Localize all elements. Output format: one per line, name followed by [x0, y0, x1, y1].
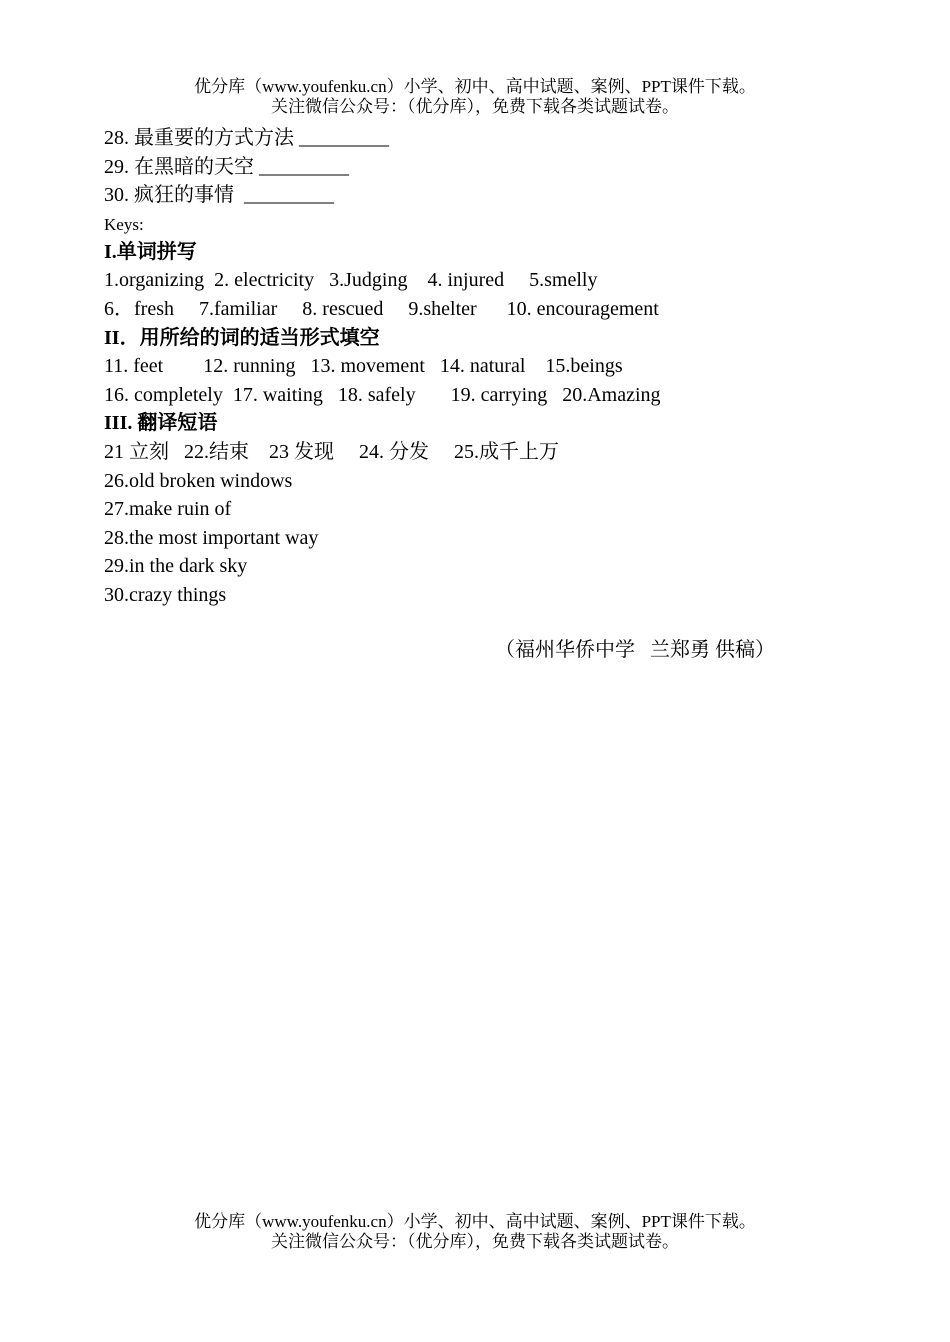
section-1-row-1: 1.organizing 2. electricity 3.Judging 4. injured 5.smelly — [104, 269, 598, 292]
answer-29: 29.in the dark sky — [104, 555, 248, 578]
document-body — [104, 124, 864, 610]
keys-label: Keys: — [104, 214, 144, 234]
section-1-row-2: 6．fresh 7.familiar 8. rescued 9.shelter 10. encouragement — [104, 297, 659, 320]
answer-30: 30.crazy things — [104, 583, 227, 606]
answer-28: 28.the most important way — [104, 526, 319, 549]
author-credit: （福州华侨中学 兰郑勇 供稿） — [495, 639, 775, 661]
question-30: 30. 疯狂的事情 _________ — [104, 184, 334, 207]
answer-26: 26.old broken windows — [104, 469, 293, 492]
question-29: 29. 在黑暗的天空 _________ — [104, 155, 349, 178]
section-2-row-2: 16. completely 17. waiting 18. safely 19. carrying 20.Amazing — [104, 383, 661, 406]
footer-line-2: 关注微信公众号：（优分库），免费下载各类试题试卷。 — [271, 1232, 679, 1251]
header-line-1: 优分库（www.youfenku.cn）小学、初中、高中试题、案例、PPT课件下载。 — [194, 77, 756, 96]
section-3-title: III. 翻译短语 — [104, 412, 218, 435]
section-3-row-1: 21 立刻 22.结束 23 发现 24. 分发 25.成千上万 — [104, 440, 559, 463]
page-header — [0, 77, 950, 117]
section-2-title: II．用所给的词的适当形式填空 — [104, 326, 380, 349]
header-line-2: 关注微信公众号：（优分库），免费下载各类试题试卷。 — [271, 97, 679, 116]
section-2-row-1: 11. feet 12. running 13. movement 14. natural 15.beings — [104, 355, 623, 378]
section-1-title: I.单词拼写 — [104, 240, 197, 263]
page-footer — [0, 1212, 950, 1252]
footer-line-1: 优分库（www.youfenku.cn）小学、初中、高中试题、案例、PPT课件下载。 — [194, 1212, 756, 1231]
answer-27: 27.make ruin of — [104, 498, 232, 521]
question-28: 28. 最重要的方式方法 _________ — [104, 127, 389, 149]
